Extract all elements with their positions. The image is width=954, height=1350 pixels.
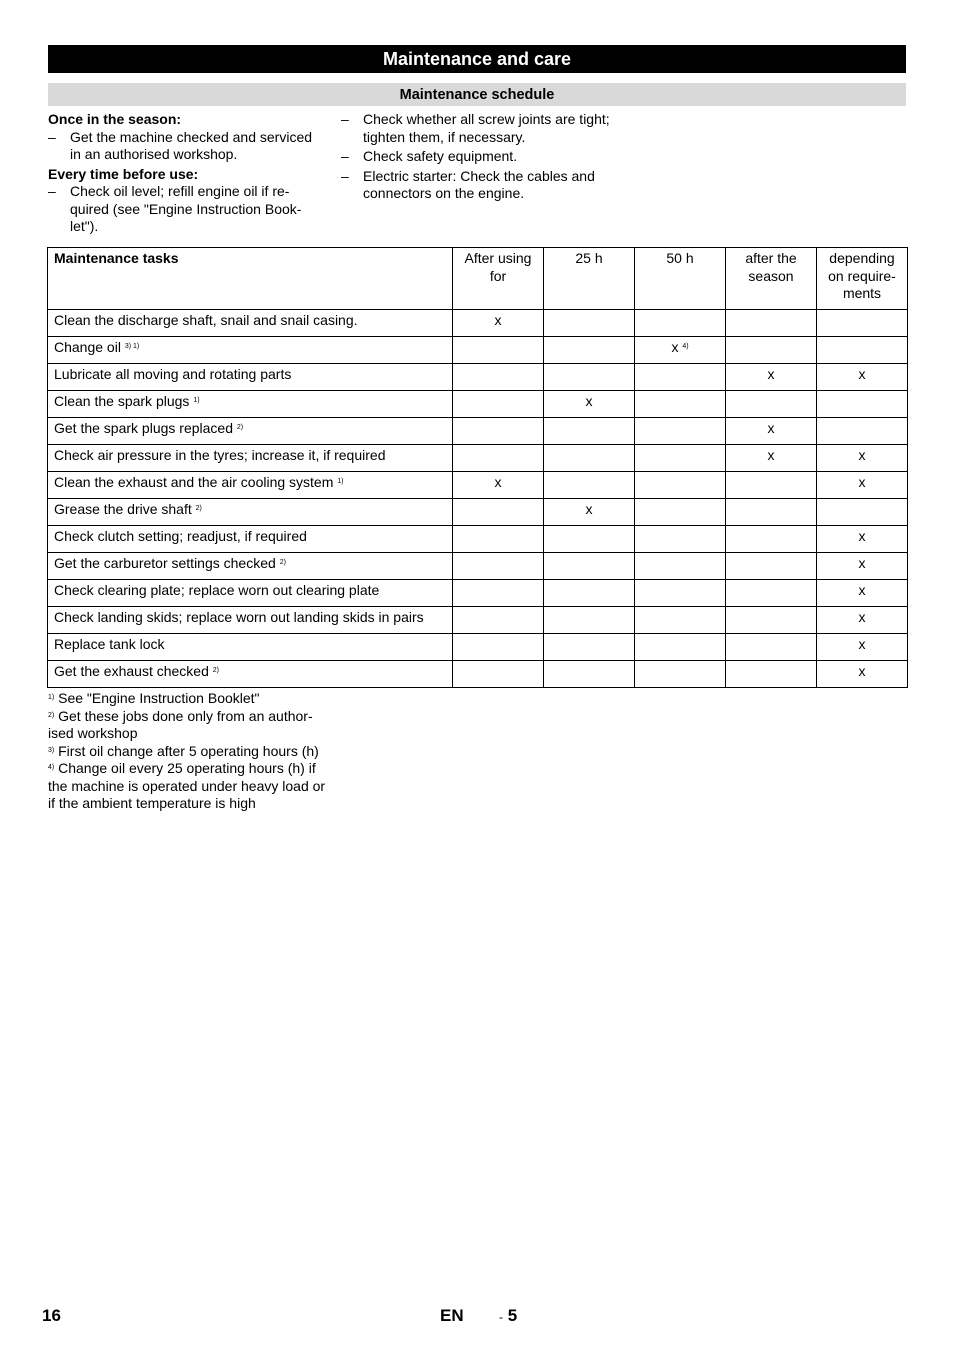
interval-cell: x xyxy=(453,472,544,499)
interval-cell xyxy=(635,634,726,661)
interval-cell: x xyxy=(726,364,817,391)
footnote: $^{2)}$ Get these jobs done only from an author-ised workshop xyxy=(48,707,313,741)
interval-cell xyxy=(453,634,544,661)
interval-cell xyxy=(453,553,544,580)
task-cell: Check landing skids; replace worn out landing skids in pairs xyxy=(48,607,453,634)
footnote-ref: 1) xyxy=(337,478,344,485)
interval-cell: x xyxy=(817,607,908,634)
task-cell: Grease the drive shaft $^{2)}$ xyxy=(48,499,453,526)
footnote-ref: 1) xyxy=(193,397,200,404)
interval-cell xyxy=(635,445,726,472)
interval-cell: x xyxy=(817,526,908,553)
interval-cell xyxy=(726,337,817,364)
interval-cell: x xyxy=(726,418,817,445)
interval-cell: x xyxy=(453,310,544,337)
list-item: – Check oil level; refill engine oil if re-quired (see "Engine Instruction Book-let"). xyxy=(48,183,302,234)
interval-cell xyxy=(817,499,908,526)
column-header-25h: 25 h xyxy=(544,248,635,310)
footnote: $^{3)}$ First oil change after 5 operating hours (h) xyxy=(48,742,319,759)
interval-cell: x xyxy=(817,553,908,580)
dash-bullet: – xyxy=(341,111,349,127)
table-row xyxy=(48,391,908,418)
table-row xyxy=(48,553,908,580)
interval-cell xyxy=(726,391,817,418)
sub-page-number: - 5 xyxy=(499,1306,518,1325)
interval-cell xyxy=(635,526,726,553)
interval-cell: x xyxy=(726,445,817,472)
list-item: – Get the machine checked and serviced in an authorised workshop. xyxy=(48,128,313,162)
interval-cell: x xyxy=(817,634,908,661)
interval-cell xyxy=(453,445,544,472)
interval-cell xyxy=(453,661,544,688)
task-cell: Check clutch setting; readjust, if required xyxy=(48,526,453,553)
column-header-tasks: Maintenance tasks xyxy=(48,248,453,310)
table-row xyxy=(48,634,908,661)
table-row xyxy=(48,607,908,634)
section-title: Maintenance and care xyxy=(48,45,906,73)
page-number: 16 xyxy=(42,1306,61,1325)
dash-bullet: – xyxy=(48,183,56,199)
interval-cell: x xyxy=(817,445,908,472)
language-code: EN xyxy=(440,1306,464,1325)
table-row xyxy=(48,310,908,337)
footnotes xyxy=(48,690,328,813)
footnote-ref: 2) xyxy=(279,559,286,566)
table-header-row xyxy=(48,248,908,310)
maintenance-schedule-table xyxy=(47,247,908,688)
task-cell: Clean the discharge shaft, snail and snail casing. xyxy=(48,310,453,337)
interval-cell xyxy=(726,580,817,607)
interval-cell: x xyxy=(817,661,908,688)
interval-cell xyxy=(544,310,635,337)
interval-cell: x xyxy=(817,472,908,499)
interval-cell xyxy=(544,526,635,553)
interval-cell: x xyxy=(544,499,635,526)
interval-cell xyxy=(544,337,635,364)
interval-cell xyxy=(453,337,544,364)
column-header-after-use: After using for xyxy=(453,248,544,310)
interval-cell xyxy=(726,553,817,580)
interval-cell xyxy=(817,310,908,337)
interval-cell: x xyxy=(817,580,908,607)
interval-cell xyxy=(726,526,817,553)
task-cell: Check air pressure in the tyres; increase it, if required xyxy=(48,445,453,472)
column-header-50h: 50 h xyxy=(635,248,726,310)
interval-cell xyxy=(544,472,635,499)
footnote-ref: 2) xyxy=(236,424,244,431)
interval-cell: x $^{4)}$ xyxy=(635,337,726,364)
column-header-after-season: after the season xyxy=(726,248,817,310)
footnote: $^{1)}$ See "Engine Instruction Booklet" xyxy=(48,690,260,706)
interval-cell xyxy=(817,391,908,418)
table-row xyxy=(48,445,908,472)
intro-left-column xyxy=(48,111,323,236)
interval-cell xyxy=(726,607,817,634)
interval-cell xyxy=(453,580,544,607)
column-header-on-requirements: depending on require-ments xyxy=(817,248,908,310)
table-row xyxy=(48,526,908,553)
interval-cell xyxy=(726,310,817,337)
footnote-ref: 3) 1) xyxy=(124,343,140,350)
interval-cell xyxy=(453,499,544,526)
table-row xyxy=(48,337,908,364)
interval-cell xyxy=(726,472,817,499)
interval-cell xyxy=(726,661,817,688)
table-row xyxy=(48,499,908,526)
list-item: – Check whether all screw joints are tight; tighten them, if necessary. xyxy=(341,111,610,145)
list-item: – Check safety equipment. xyxy=(341,148,518,164)
interval-cell xyxy=(726,634,817,661)
task-cell: Change oil $^{3) 1)}$ xyxy=(48,337,453,364)
task-cell: Clean the spark plugs $^{1)}$ xyxy=(48,391,453,418)
interval-cell xyxy=(635,310,726,337)
once-season-heading: Once in the season: xyxy=(48,111,182,127)
dash-bullet: – xyxy=(341,167,349,184)
table-row xyxy=(48,472,908,499)
interval-cell xyxy=(635,607,726,634)
task-cell: Clean the exhaust and the air cooling system $^{1)}$ xyxy=(48,472,453,499)
interval-cell: x xyxy=(544,391,635,418)
interval-cell xyxy=(544,607,635,634)
subsection-title: Maintenance schedule xyxy=(48,83,906,106)
interval-cell xyxy=(453,526,544,553)
interval-cell xyxy=(453,391,544,418)
interval-cell xyxy=(544,364,635,391)
list-item: – Electric starter: Check the cables and connectors on the engine. xyxy=(341,167,595,201)
table-row xyxy=(48,580,908,607)
interval-cell xyxy=(544,634,635,661)
footnote: $^{4)}$ Change oil every 25 operating hours (h) if the machine is operated under heavy load or if the ambient temperature is high xyxy=(48,760,326,811)
interval-cell xyxy=(635,472,726,499)
task-cell: Check clearing plate; replace worn out clearing plate xyxy=(48,580,453,607)
interval-cell xyxy=(635,418,726,445)
interval-cell xyxy=(635,391,726,418)
task-cell: Get the spark plugs replaced $^{2)}$ xyxy=(48,418,453,445)
intro-right-column xyxy=(341,111,631,203)
interval-cell xyxy=(453,418,544,445)
dash-bullet: – xyxy=(341,148,349,164)
task-cell: Get the carburetor settings checked $^{2)}$ xyxy=(48,553,453,580)
task-cell: Get the exhaust checked $^{2)}$ xyxy=(48,661,453,688)
table-row xyxy=(48,418,908,445)
interval-cell xyxy=(635,499,726,526)
interval-cell xyxy=(726,499,817,526)
interval-cell xyxy=(635,580,726,607)
interval-cell: x xyxy=(817,364,908,391)
table-row xyxy=(48,364,908,391)
interval-cell xyxy=(544,580,635,607)
interval-cell xyxy=(544,661,635,688)
footnote-ref: 2) xyxy=(212,667,219,674)
task-cell: Lubricate all moving and rotating parts xyxy=(48,364,453,391)
interval-cell xyxy=(453,607,544,634)
footnote-ref: 2) xyxy=(195,505,202,512)
interval-cell xyxy=(544,553,635,580)
interval-cell xyxy=(453,364,544,391)
interval-cell xyxy=(544,445,635,472)
interval-cell xyxy=(817,337,908,364)
interval-cell xyxy=(544,418,635,445)
footnote-ref: 4) xyxy=(682,343,689,350)
task-cell: Replace tank lock xyxy=(48,634,453,661)
interval-cell xyxy=(635,364,726,391)
every-time-heading: Every time before use: xyxy=(48,165,199,182)
interval-cell xyxy=(635,661,726,688)
table-row xyxy=(48,661,908,688)
interval-cell xyxy=(817,418,908,445)
dash-bullet: – xyxy=(48,128,56,145)
interval-cell xyxy=(635,553,726,580)
